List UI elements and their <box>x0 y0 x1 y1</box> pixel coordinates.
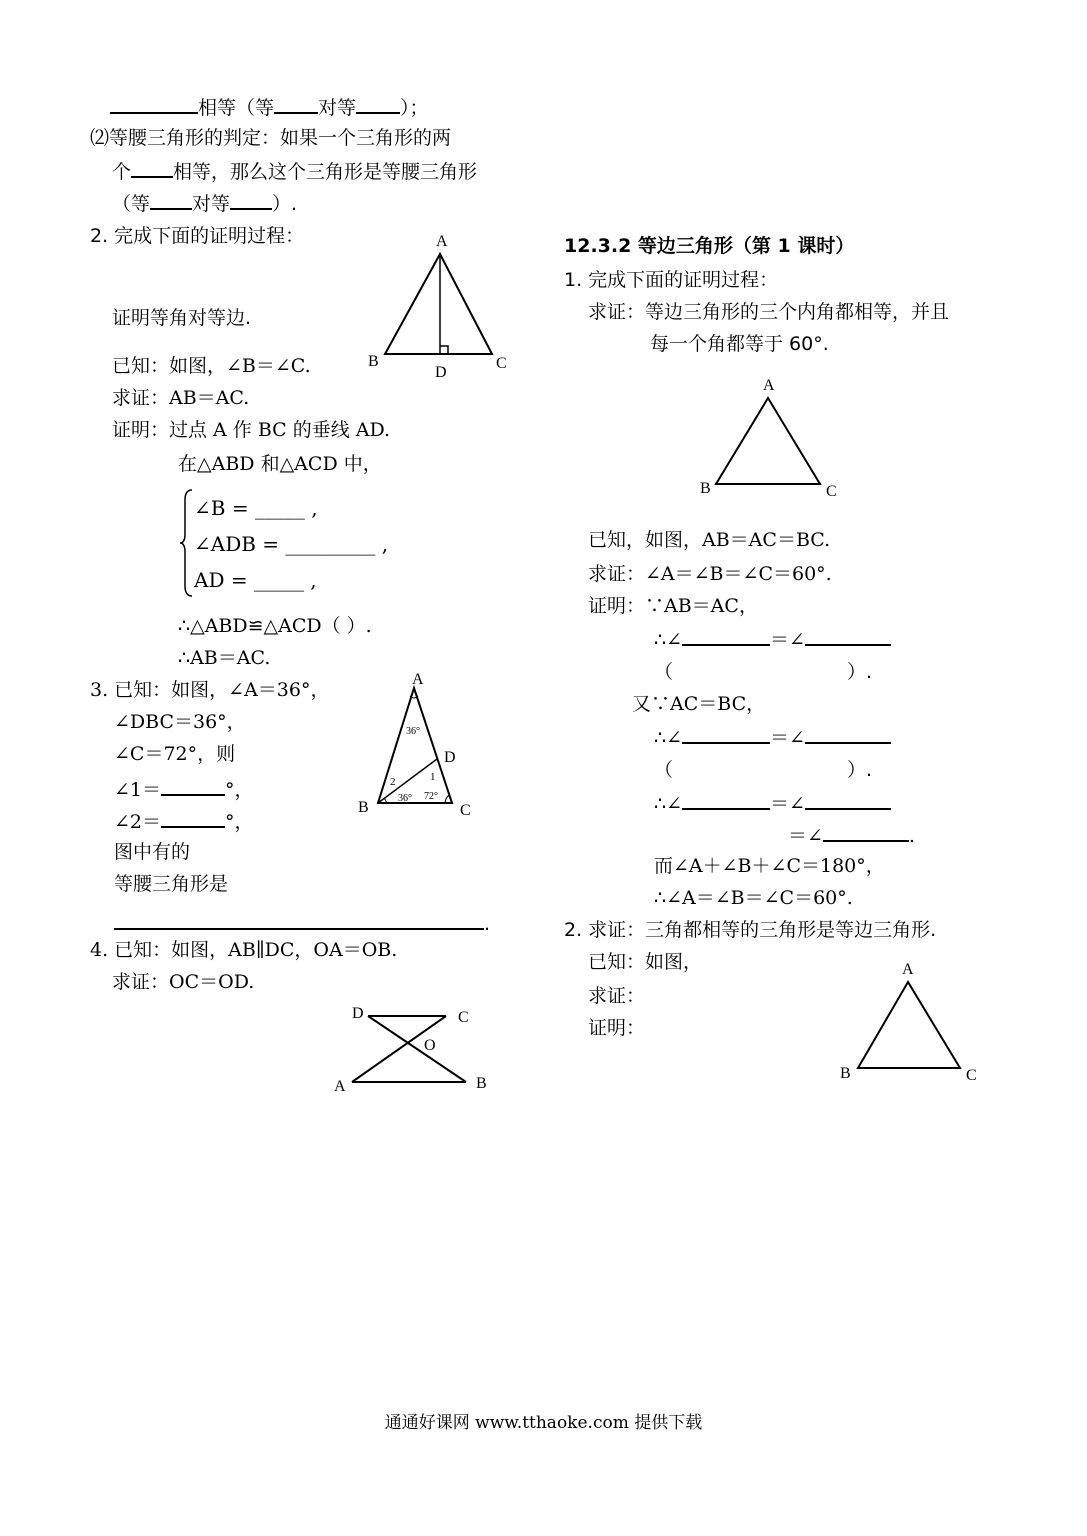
r-step-3 <box>654 790 891 816</box>
r-final: ∴∠A＝∠B＝∠C＝60°. <box>654 887 853 909</box>
section-title: 12.3.2 等边三角形（第 1 课时） <box>564 235 855 257</box>
text: ）. <box>847 759 873 781</box>
l4-line <box>112 190 297 216</box>
l2-line: ⑵等腰三角形的判定：如果一个三角形的两 <box>90 127 452 149</box>
text: ＝∠ <box>770 727 805 749</box>
blank <box>805 724 891 744</box>
text: ∠2＝ <box>114 811 162 833</box>
text: ∴∠ <box>654 629 683 651</box>
q3-line-3: ∠C＝72°，则 <box>114 743 236 765</box>
r-q1-prove: 求证：∠A＝∠B＝∠C＝60°. <box>588 563 832 585</box>
r-also: 又∵AC＝BC， <box>632 693 766 715</box>
text: 对等 <box>192 193 231 215</box>
blank <box>161 776 225 796</box>
r-reason-1 <box>654 660 872 684</box>
text: （ <box>654 759 674 781</box>
q3-end-dot: . <box>484 913 491 935</box>
label-d: D <box>444 749 456 766</box>
text: ＝∠ <box>770 629 805 651</box>
label-c: C <box>826 483 837 500</box>
text: ＝∠ <box>770 793 805 815</box>
q4-line-1: 4. 已知：如图，AB∥DC，OA＝OB. <box>90 939 398 961</box>
label-a: A <box>902 961 914 978</box>
q2-statement: 证明等角对等边. <box>112 307 252 329</box>
angle-c-label: 72° <box>424 791 438 802</box>
blank <box>805 790 891 810</box>
blank <box>230 190 272 210</box>
text: 相等（等 <box>198 97 275 119</box>
blank <box>823 822 909 842</box>
text: ∠1＝ <box>114 779 162 801</box>
blank <box>356 94 400 114</box>
label-c: C <box>458 1009 469 1026</box>
blank <box>682 724 770 744</box>
r-step-1 <box>654 626 891 652</box>
label-b: B <box>368 353 379 370</box>
blank <box>682 790 770 810</box>
footer-text: 通通好课网 www.tthaoke.com 提供下载 <box>384 1413 703 1433</box>
q2-conclusion-1: ∴△ABD≌△ACD（ ）. <box>178 615 372 637</box>
text: 对等 <box>318 97 357 119</box>
r-q1-given: 已知，如图，AB＝AC＝BC. <box>588 529 831 551</box>
text: （ <box>654 661 674 683</box>
label-a: A <box>763 377 775 394</box>
label-c: C <box>460 802 471 819</box>
angle-1-label: 1 <box>430 771 436 783</box>
text: 个 <box>112 161 132 183</box>
q2-prove: 求证：AB＝AC. <box>112 387 250 409</box>
q2-proof-2: 在△ABD 和△ACD 中， <box>178 453 382 475</box>
q3-answer-blank <box>114 928 484 930</box>
blank <box>110 94 198 114</box>
text: 相等，那么这个三角形是等腰三角形 <box>173 161 478 183</box>
blank <box>131 158 173 178</box>
text: . <box>908 825 915 847</box>
text: ＝∠ <box>788 825 823 847</box>
q2-conclusion-2: ∴AB＝AC. <box>178 647 271 669</box>
text: °， <box>225 779 254 801</box>
text: ）. <box>847 661 873 683</box>
q2-given: 已知：如图，∠B＝∠C. <box>112 355 311 377</box>
text: ）； <box>400 97 429 119</box>
label-a: A <box>412 671 424 688</box>
label-b: B <box>840 1065 851 1082</box>
text: ）. <box>272 193 298 215</box>
label-b: B <box>476 1075 487 1092</box>
blank <box>274 94 318 114</box>
r-step-3b <box>788 822 915 848</box>
blank <box>805 626 891 646</box>
brace-icon <box>180 488 194 598</box>
system-line-3: AD = _____ , <box>194 568 317 592</box>
label-a: A <box>334 1078 346 1095</box>
r-q2-given: 已知：如图， <box>588 951 703 973</box>
angle-b-label: 36° <box>398 793 412 804</box>
angle-a-label: 36° <box>406 726 420 737</box>
r-q1-prove-2: 每一个角都等于 60°. <box>650 333 829 355</box>
system-line-2: ∠ADB = _________ , <box>194 532 389 556</box>
r-step-2 <box>654 724 891 750</box>
r-q1-prove-1: 求证：等边三角形的三个内角都相等，并且 <box>588 301 950 323</box>
r-q1-title: 1. 完成下面的证明过程： <box>564 269 779 291</box>
system-line-1: ∠B = _____ , <box>194 496 318 520</box>
q3-triangle-figure <box>350 668 490 828</box>
angle-2-label: 2 <box>390 776 396 788</box>
r-reason-2 <box>654 758 872 782</box>
label-c: C <box>496 355 507 372</box>
q4-line-2: 求证：OC＝OD. <box>112 971 255 993</box>
q4-bowtie-figure <box>326 1000 496 1100</box>
q3-line-1: 3. 已知：如图，∠A＝36°， <box>90 679 330 701</box>
q3-line-6: 图中有的 <box>114 841 191 863</box>
blank <box>682 626 770 646</box>
label-a: A <box>436 233 448 250</box>
r-q2-triangle-figure <box>836 956 986 1086</box>
q3-line-7: 等腰三角形是 <box>114 873 229 895</box>
q2-proof-1: 证明：过点 A 作 BC 的垂线 AD. <box>112 419 391 441</box>
r-q1-triangle-figure <box>694 372 844 502</box>
label-c: C <box>966 1067 977 1084</box>
q3-line-5 <box>114 808 254 834</box>
label-b: B <box>358 799 369 816</box>
label-d: D <box>352 1005 364 1022</box>
q3-line-2: ∠DBC＝36°， <box>114 711 246 733</box>
text: ∴∠ <box>654 727 683 749</box>
label-o: O <box>424 1037 436 1054</box>
r-sum: 而∠A＋∠B＋∠C＝180°， <box>654 855 885 877</box>
q2-triangle-figure <box>360 228 530 388</box>
text: ∴∠ <box>654 793 683 815</box>
r-q1-proof-1: 证明：∵AB＝AC， <box>588 595 758 617</box>
label-d: D <box>435 364 447 381</box>
blank <box>161 808 225 828</box>
l3-line <box>112 158 477 184</box>
q3-line-4 <box>114 776 254 802</box>
q2-title: 2. 完成下面的证明过程： <box>90 225 305 247</box>
text: °， <box>225 811 254 833</box>
r-q2-prove: 求证： <box>588 985 646 1007</box>
label-b: B <box>700 480 711 497</box>
blank <box>150 190 192 210</box>
l1-line <box>110 94 429 120</box>
r-q2-title: 2. 求证：三角都相等的三角形是等边三角形. <box>564 919 937 941</box>
r-q2-proof: 证明： <box>588 1017 646 1039</box>
text: （等 <box>112 193 151 215</box>
